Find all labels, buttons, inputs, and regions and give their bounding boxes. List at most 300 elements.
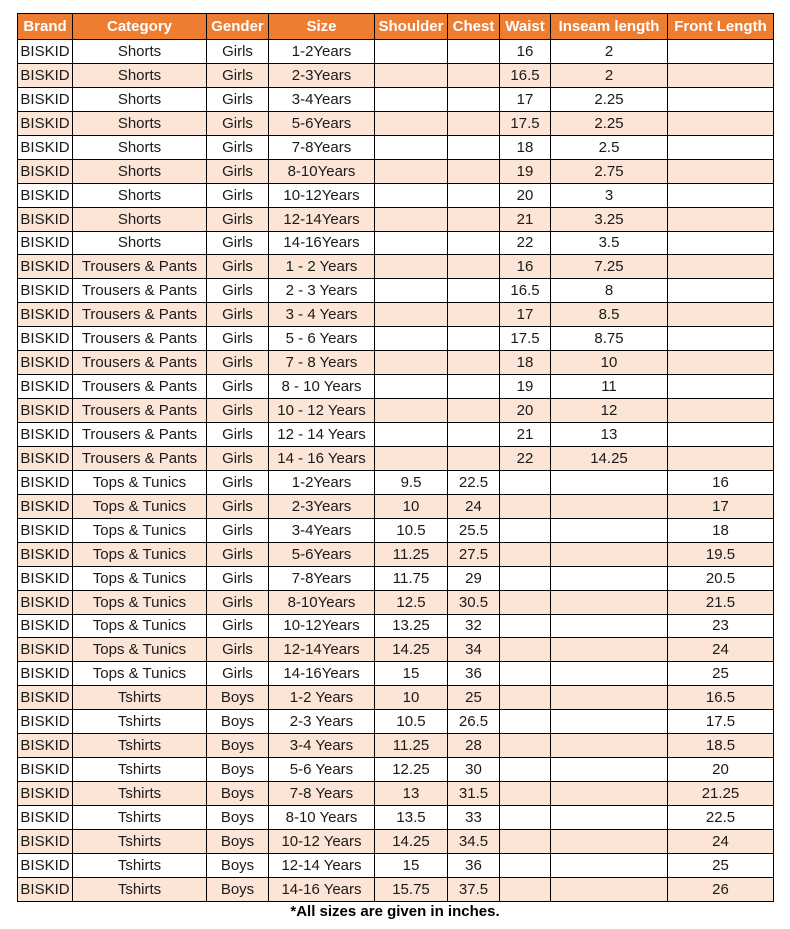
cell-front-length	[668, 446, 774, 470]
cell-waist	[500, 470, 551, 494]
cell-shoulder: 12.5	[375, 590, 448, 614]
cell-gender: Girls	[207, 87, 269, 111]
cell-category: Trousers & Pants	[73, 446, 207, 470]
cell-category: Tops & Tunics	[73, 542, 207, 566]
cell-waist	[500, 638, 551, 662]
cell-shoulder	[375, 111, 448, 135]
cell-inseam-length: 10	[551, 351, 668, 375]
cell-chest: 26.5	[448, 710, 500, 734]
cell-size: 2-3Years	[269, 63, 375, 87]
cell-category: Tops & Tunics	[73, 614, 207, 638]
cell-chest: 27.5	[448, 542, 500, 566]
cell-size: 10-12 Years	[269, 829, 375, 853]
cell-brand: BISKID	[18, 829, 73, 853]
footnote: *All sizes are given in inches.	[290, 903, 500, 920]
cell-size: 2 - 3 Years	[269, 279, 375, 303]
cell-front-length: 19.5	[668, 542, 774, 566]
cell-gender: Girls	[207, 399, 269, 423]
cell-shoulder	[375, 446, 448, 470]
cell-brand: BISKID	[18, 327, 73, 351]
cell-category: Trousers & Pants	[73, 255, 207, 279]
cell-brand: BISKID	[18, 87, 73, 111]
cell-inseam-length	[551, 782, 668, 806]
cell-brand: BISKID	[18, 782, 73, 806]
cell-waist	[500, 494, 551, 518]
cell-front-length: 20.5	[668, 566, 774, 590]
cell-gender: Girls	[207, 63, 269, 87]
cell-brand: BISKID	[18, 399, 73, 423]
column-header-brand: Brand	[18, 14, 73, 40]
cell-inseam-length	[551, 806, 668, 830]
cell-front-length: 18	[668, 518, 774, 542]
cell-inseam-length: 8.75	[551, 327, 668, 351]
cell-brand: BISKID	[18, 853, 73, 877]
cell-size: 10 - 12 Years	[269, 399, 375, 423]
cell-front-length	[668, 87, 774, 111]
cell-front-length	[668, 207, 774, 231]
cell-chest	[448, 375, 500, 399]
table-row	[18, 853, 774, 877]
cell-inseam-length: 3.25	[551, 207, 668, 231]
cell-inseam-length	[551, 877, 668, 901]
cell-waist	[500, 758, 551, 782]
table-row	[18, 590, 774, 614]
table-row	[18, 183, 774, 207]
cell-category: Tshirts	[73, 782, 207, 806]
cell-front-length	[668, 111, 774, 135]
cell-inseam-length	[551, 590, 668, 614]
cell-shoulder: 13.25	[375, 614, 448, 638]
cell-category: Tshirts	[73, 686, 207, 710]
cell-inseam-length	[551, 614, 668, 638]
cell-chest: 36	[448, 662, 500, 686]
cell-inseam-length: 12	[551, 399, 668, 423]
cell-waist: 22	[500, 231, 551, 255]
cell-chest: 30.5	[448, 590, 500, 614]
cell-shoulder	[375, 351, 448, 375]
cell-category: Trousers & Pants	[73, 279, 207, 303]
cell-front-length: 23	[668, 614, 774, 638]
cell-size: 10-12Years	[269, 183, 375, 207]
cell-category: Trousers & Pants	[73, 327, 207, 351]
column-header-category: Category	[73, 14, 207, 40]
cell-inseam-length	[551, 518, 668, 542]
table-row	[18, 135, 774, 159]
cell-brand: BISKID	[18, 590, 73, 614]
cell-size: 12-14 Years	[269, 853, 375, 877]
cell-chest	[448, 135, 500, 159]
cell-size: 8-10Years	[269, 159, 375, 183]
cell-category: Trousers & Pants	[73, 375, 207, 399]
cell-inseam-length: 8.5	[551, 303, 668, 327]
cell-waist	[500, 710, 551, 734]
cell-category: Tops & Tunics	[73, 494, 207, 518]
table-row	[18, 207, 774, 231]
cell-shoulder: 15	[375, 853, 448, 877]
cell-category: Shorts	[73, 207, 207, 231]
cell-size: 1-2 Years	[269, 686, 375, 710]
table-row	[18, 686, 774, 710]
cell-shoulder	[375, 303, 448, 327]
cell-waist: 16.5	[500, 63, 551, 87]
cell-shoulder: 14.25	[375, 638, 448, 662]
cell-chest	[448, 399, 500, 423]
cell-waist	[500, 518, 551, 542]
cell-front-length	[668, 159, 774, 183]
cell-gender: Boys	[207, 734, 269, 758]
cell-front-length: 17.5	[668, 710, 774, 734]
table-row	[18, 63, 774, 87]
cell-brand: BISKID	[18, 662, 73, 686]
cell-waist: 18	[500, 351, 551, 375]
cell-category: Tshirts	[73, 853, 207, 877]
cell-gender: Boys	[207, 758, 269, 782]
cell-gender: Girls	[207, 303, 269, 327]
table-row	[18, 877, 774, 901]
cell-front-length	[668, 183, 774, 207]
cell-inseam-length	[551, 734, 668, 758]
cell-waist: 17	[500, 303, 551, 327]
cell-category: Tops & Tunics	[73, 470, 207, 494]
cell-brand: BISKID	[18, 40, 73, 64]
cell-brand: BISKID	[18, 494, 73, 518]
cell-brand: BISKID	[18, 710, 73, 734]
table-row	[18, 111, 774, 135]
cell-waist: 19	[500, 375, 551, 399]
cell-size: 3-4 Years	[269, 734, 375, 758]
cell-front-length: 16	[668, 470, 774, 494]
table-row	[18, 399, 774, 423]
cell-front-length	[668, 327, 774, 351]
cell-gender: Girls	[207, 183, 269, 207]
cell-waist	[500, 829, 551, 853]
cell-front-length	[668, 231, 774, 255]
cell-shoulder: 15.75	[375, 877, 448, 901]
cell-size: 14-16Years	[269, 662, 375, 686]
cell-chest	[448, 279, 500, 303]
table-row	[18, 351, 774, 375]
cell-category: Tops & Tunics	[73, 662, 207, 686]
column-header-chest: Chest	[448, 14, 500, 40]
cell-inseam-length: 8	[551, 279, 668, 303]
cell-chest: 33	[448, 806, 500, 830]
cell-size: 12-14Years	[269, 207, 375, 231]
cell-brand: BISKID	[18, 758, 73, 782]
cell-waist: 16	[500, 40, 551, 64]
cell-inseam-length: 2.25	[551, 111, 668, 135]
cell-inseam-length: 3.5	[551, 231, 668, 255]
cell-front-length: 25	[668, 662, 774, 686]
cell-shoulder: 11.25	[375, 542, 448, 566]
cell-shoulder: 12.25	[375, 758, 448, 782]
cell-brand: BISKID	[18, 806, 73, 830]
cell-inseam-length	[551, 542, 668, 566]
cell-front-length	[668, 303, 774, 327]
cell-category: Shorts	[73, 159, 207, 183]
cell-brand: BISKID	[18, 303, 73, 327]
cell-front-length	[668, 399, 774, 423]
cell-shoulder	[375, 279, 448, 303]
cell-gender: Girls	[207, 494, 269, 518]
cell-chest: 30	[448, 758, 500, 782]
cell-brand: BISKID	[18, 638, 73, 662]
cell-gender: Girls	[207, 159, 269, 183]
cell-shoulder	[375, 423, 448, 447]
cell-category: Shorts	[73, 135, 207, 159]
cell-inseam-length: 2.25	[551, 87, 668, 111]
cell-front-length	[668, 40, 774, 64]
cell-category: Tshirts	[73, 758, 207, 782]
cell-brand: BISKID	[18, 183, 73, 207]
table-row	[18, 758, 774, 782]
cell-gender: Girls	[207, 111, 269, 135]
cell-waist	[500, 542, 551, 566]
cell-front-length: 17	[668, 494, 774, 518]
cell-chest: 29	[448, 566, 500, 590]
cell-size: 3-4Years	[269, 87, 375, 111]
cell-chest: 25.5	[448, 518, 500, 542]
cell-size: 14-16 Years	[269, 877, 375, 901]
cell-size: 5 - 6 Years	[269, 327, 375, 351]
table-row	[18, 231, 774, 255]
cell-size: 2-3 Years	[269, 710, 375, 734]
cell-front-length: 16.5	[668, 686, 774, 710]
cell-gender: Boys	[207, 782, 269, 806]
cell-waist: 22	[500, 446, 551, 470]
cell-gender: Girls	[207, 518, 269, 542]
table-row	[18, 829, 774, 853]
cell-brand: BISKID	[18, 231, 73, 255]
cell-brand: BISKID	[18, 734, 73, 758]
cell-inseam-length: 2	[551, 40, 668, 64]
cell-size: 3 - 4 Years	[269, 303, 375, 327]
cell-chest: 32	[448, 614, 500, 638]
cell-waist: 19	[500, 159, 551, 183]
cell-gender: Girls	[207, 446, 269, 470]
cell-front-length: 24	[668, 638, 774, 662]
cell-waist	[500, 566, 551, 590]
cell-size: 7-8 Years	[269, 782, 375, 806]
cell-waist	[500, 614, 551, 638]
cell-chest: 37.5	[448, 877, 500, 901]
cell-gender: Girls	[207, 327, 269, 351]
cell-category: Tshirts	[73, 710, 207, 734]
cell-shoulder: 15	[375, 662, 448, 686]
cell-category: Tops & Tunics	[73, 518, 207, 542]
cell-inseam-length	[551, 710, 668, 734]
cell-size: 8-10Years	[269, 590, 375, 614]
cell-waist	[500, 734, 551, 758]
cell-front-length	[668, 255, 774, 279]
cell-category: Tops & Tunics	[73, 566, 207, 590]
table-row	[18, 159, 774, 183]
cell-inseam-length: 7.25	[551, 255, 668, 279]
cell-waist: 20	[500, 399, 551, 423]
cell-front-length: 25	[668, 853, 774, 877]
column-header-waist: Waist	[500, 14, 551, 40]
column-header-size: Size	[269, 14, 375, 40]
cell-front-length: 26	[668, 877, 774, 901]
cell-waist	[500, 662, 551, 686]
table-row	[18, 734, 774, 758]
cell-category: Shorts	[73, 87, 207, 111]
cell-inseam-length: 14.25	[551, 446, 668, 470]
table-row	[18, 423, 774, 447]
cell-front-length: 21.5	[668, 590, 774, 614]
cell-category: Shorts	[73, 111, 207, 135]
cell-chest	[448, 183, 500, 207]
cell-brand: BISKID	[18, 686, 73, 710]
cell-gender: Boys	[207, 877, 269, 901]
cell-chest	[448, 423, 500, 447]
cell-chest: 25	[448, 686, 500, 710]
table-row	[18, 710, 774, 734]
cell-front-length: 21.25	[668, 782, 774, 806]
cell-shoulder: 11.25	[375, 734, 448, 758]
cell-chest: 36	[448, 853, 500, 877]
cell-gender: Girls	[207, 590, 269, 614]
table-row	[18, 638, 774, 662]
cell-size: 1 - 2 Years	[269, 255, 375, 279]
cell-size: 14-16Years	[269, 231, 375, 255]
cell-gender: Boys	[207, 686, 269, 710]
cell-chest: 31.5	[448, 782, 500, 806]
cell-category: Tshirts	[73, 829, 207, 853]
cell-waist	[500, 853, 551, 877]
cell-inseam-length: 13	[551, 423, 668, 447]
cell-inseam-length	[551, 686, 668, 710]
cell-gender: Girls	[207, 423, 269, 447]
cell-gender: Girls	[207, 231, 269, 255]
cell-size: 3-4Years	[269, 518, 375, 542]
cell-gender: Girls	[207, 638, 269, 662]
cell-shoulder: 9.5	[375, 470, 448, 494]
cell-shoulder	[375, 135, 448, 159]
table-row	[18, 375, 774, 399]
table-row	[18, 662, 774, 686]
cell-chest	[448, 327, 500, 351]
table-row	[18, 614, 774, 638]
cell-shoulder: 14.25	[375, 829, 448, 853]
cell-size: 2-3Years	[269, 494, 375, 518]
cell-waist	[500, 686, 551, 710]
column-header-gender: Gender	[207, 14, 269, 40]
cell-gender: Boys	[207, 710, 269, 734]
cell-inseam-length: 2.75	[551, 159, 668, 183]
cell-waist: 17.5	[500, 327, 551, 351]
table-row	[18, 566, 774, 590]
cell-gender: Girls	[207, 614, 269, 638]
cell-size: 7-8Years	[269, 566, 375, 590]
cell-brand: BISKID	[18, 63, 73, 87]
cell-gender: Girls	[207, 255, 269, 279]
cell-shoulder: 13.5	[375, 806, 448, 830]
table-row	[18, 542, 774, 566]
cell-category: Tops & Tunics	[73, 638, 207, 662]
cell-brand: BISKID	[18, 877, 73, 901]
header-row	[18, 14, 774, 40]
cell-inseam-length: 11	[551, 375, 668, 399]
cell-brand: BISKID	[18, 159, 73, 183]
cell-gender: Girls	[207, 279, 269, 303]
table-row	[18, 40, 774, 64]
cell-chest: 28	[448, 734, 500, 758]
table-row	[18, 303, 774, 327]
cell-category: Trousers & Pants	[73, 399, 207, 423]
cell-gender: Boys	[207, 853, 269, 877]
cell-front-length	[668, 135, 774, 159]
cell-size: 7-8Years	[269, 135, 375, 159]
cell-waist	[500, 877, 551, 901]
cell-brand: BISKID	[18, 255, 73, 279]
cell-category: Trousers & Pants	[73, 303, 207, 327]
cell-size: 5-6Years	[269, 542, 375, 566]
cell-front-length	[668, 423, 774, 447]
cell-shoulder: 10.5	[375, 518, 448, 542]
cell-shoulder: 11.75	[375, 566, 448, 590]
cell-shoulder	[375, 183, 448, 207]
cell-shoulder	[375, 327, 448, 351]
cell-size: 7 - 8 Years	[269, 351, 375, 375]
cell-size: 1-2Years	[269, 470, 375, 494]
cell-chest	[448, 207, 500, 231]
cell-shoulder	[375, 399, 448, 423]
cell-brand: BISKID	[18, 111, 73, 135]
cell-gender: Girls	[207, 662, 269, 686]
cell-gender: Girls	[207, 135, 269, 159]
cell-shoulder	[375, 207, 448, 231]
cell-inseam-length: 2	[551, 63, 668, 87]
cell-chest: 34	[448, 638, 500, 662]
cell-waist: 16	[500, 255, 551, 279]
cell-chest	[448, 63, 500, 87]
cell-category: Tshirts	[73, 877, 207, 901]
table-row	[18, 806, 774, 830]
cell-category: Tshirts	[73, 734, 207, 758]
table-row	[18, 327, 774, 351]
cell-shoulder	[375, 159, 448, 183]
cell-brand: BISKID	[18, 470, 73, 494]
cell-category: Tshirts	[73, 806, 207, 830]
cell-brand: BISKID	[18, 614, 73, 638]
cell-chest	[448, 159, 500, 183]
cell-inseam-length	[551, 494, 668, 518]
cell-brand: BISKID	[18, 279, 73, 303]
table-row	[18, 782, 774, 806]
cell-waist: 18	[500, 135, 551, 159]
cell-brand: BISKID	[18, 351, 73, 375]
cell-gender: Boys	[207, 806, 269, 830]
table-row	[18, 518, 774, 542]
cell-brand: BISKID	[18, 375, 73, 399]
cell-waist: 20	[500, 183, 551, 207]
table-row	[18, 470, 774, 494]
cell-chest	[448, 351, 500, 375]
table-row	[18, 279, 774, 303]
cell-inseam-length	[551, 638, 668, 662]
cell-category: Tops & Tunics	[73, 590, 207, 614]
cell-chest	[448, 255, 500, 279]
cell-front-length	[668, 63, 774, 87]
cell-size: 8 - 10 Years	[269, 375, 375, 399]
cell-shoulder: 10.5	[375, 710, 448, 734]
cell-chest	[448, 446, 500, 470]
cell-front-length: 22.5	[668, 806, 774, 830]
cell-chest: 34.5	[448, 829, 500, 853]
cell-shoulder	[375, 40, 448, 64]
cell-size: 8-10 Years	[269, 806, 375, 830]
cell-inseam-length	[551, 829, 668, 853]
